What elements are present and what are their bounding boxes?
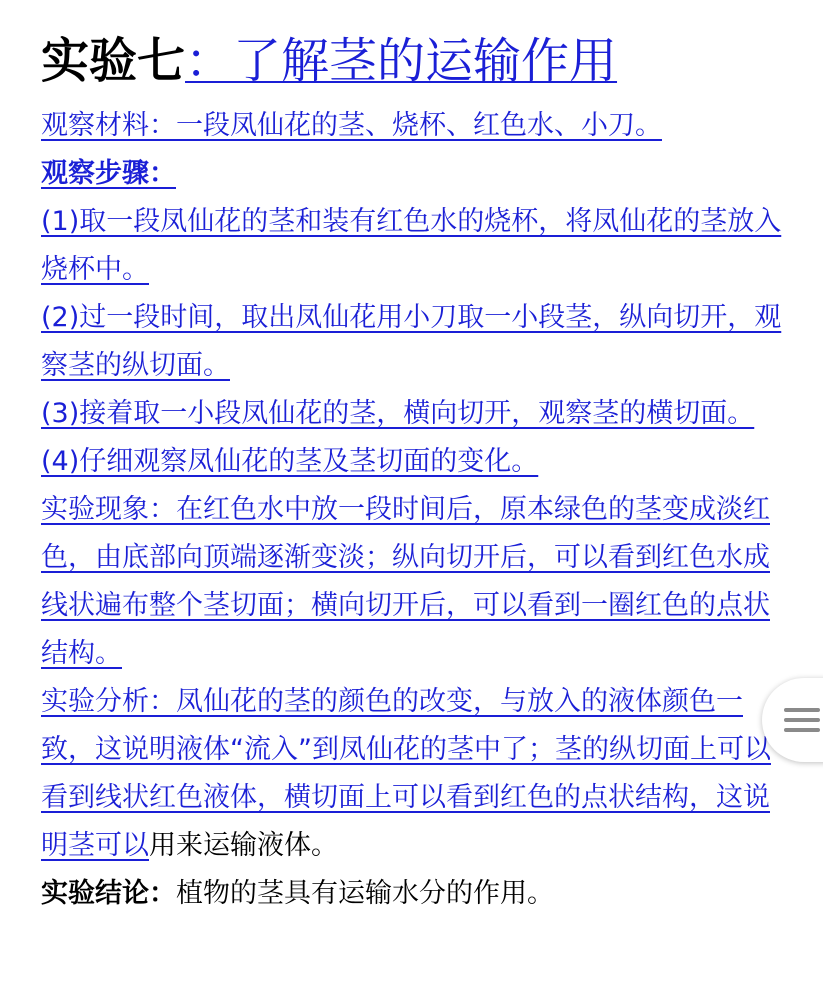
title-link[interactable]: ：了解茎的运输作用 (185, 33, 618, 89)
phenomenon-paragraph (41, 486, 789, 678)
page-title (41, 30, 789, 92)
step-2-link[interactable]: (2)过一段时间，取出凤仙花用小刀取一小段茎，纵向切开，观察茎的纵切面。 (41, 302, 782, 381)
title-prefix: 实验七 (41, 33, 186, 89)
analysis-plain-text: 用来运输液体。 (149, 830, 338, 861)
phenomenon-link[interactable]: 实验现象：在红色水中放一段时间后，原本绿色的茎变成淡红色，由底部向顶端逐渐变淡；纵向切开后，可以看到红色水成线状遍布整个茎切面；横向切开后，可以看到一圈红色的点状结构。 (41, 494, 770, 669)
step-3-link[interactable]: (3)接着取一小段凤仙花的茎，横向切开，观察茎的横切面。 (41, 398, 755, 429)
step-4-link[interactable]: (4)仔细观察凤仙花的茎及茎切面的变化。 (41, 446, 539, 477)
step-3-paragraph (41, 390, 789, 438)
steps-heading-link[interactable]: 观察步骤： (41, 158, 176, 189)
step-1-link[interactable]: (1)取一段凤仙花的茎和装有红色水的烧杯，将凤仙花的茎放入烧杯中。 (41, 206, 782, 285)
analysis-paragraph (41, 678, 789, 870)
materials-link[interactable]: 观察材料：一段凤仙花的茎、烧杯、红色水、小刀。 (41, 110, 662, 141)
article (41, 30, 789, 918)
conclusion-label: 实验结论： (41, 878, 176, 909)
conclusion-paragraph (41, 870, 789, 918)
analysis-link[interactable]: 实验分析：凤仙花的茎的颜色的改变，与放入的液体颜色一致，这说明液体“流入”到凤仙花的茎中了；茎的纵切面上可以看到线状红色液体，横切面上可以看到红色的点状结构，这说明茎可以 (41, 686, 771, 861)
materials-paragraph (41, 102, 789, 150)
conclusion-text: 植物的茎具有运输水分的作用。 (176, 878, 554, 909)
steps-heading-paragraph (41, 150, 789, 198)
step-2-paragraph (41, 294, 789, 390)
step-1-paragraph (41, 198, 789, 294)
step-4-paragraph (41, 438, 789, 486)
